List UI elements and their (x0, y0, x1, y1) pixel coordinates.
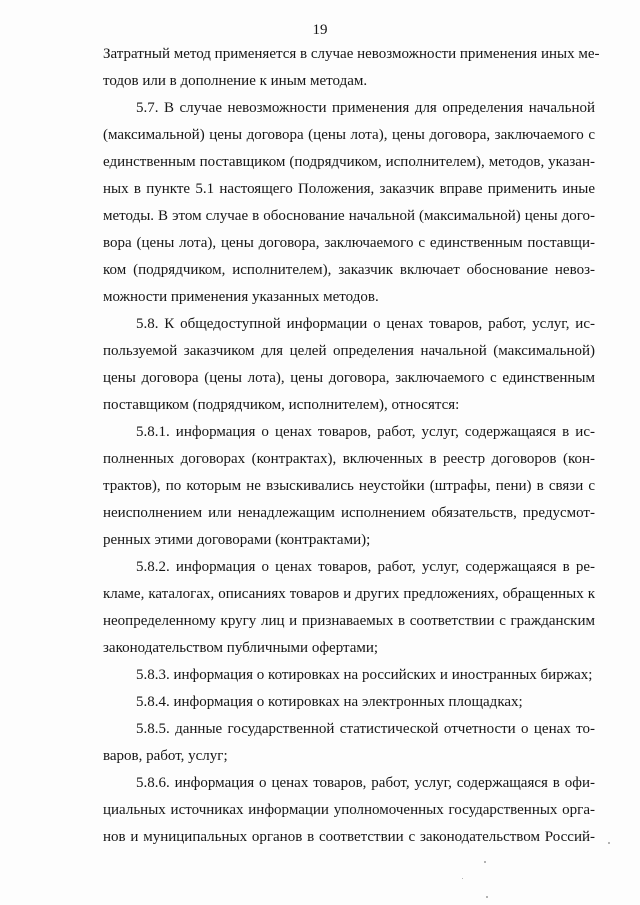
text-line: ренных этими договорами (контрактами); (103, 532, 371, 548)
text-line: нов и муниципальных органов в соответствии с законодательством Россий- (103, 829, 595, 845)
text-line: кламе, каталогах, описаниях товаров и других предложениях, обращенных к (103, 586, 595, 602)
text-line: трактов), по которым не взыскивались неустойки (штрафы, пени) в связи с (103, 478, 595, 494)
text-line: тодов или в дополнение к иным методам. (103, 73, 368, 89)
text-line: полненных договорах (контрактах), включенных в реестр договоров (кон- (103, 451, 595, 467)
text-line: варов, работ, услуг; (103, 748, 228, 764)
text-line: пользуемой заказчиком для целей определения начальной (максимальной) (103, 343, 595, 359)
scan-speck (462, 878, 463, 879)
text-line: 5.8.2. информация о ценах товаров, работ, услуг, содержащаяся в ре- (136, 559, 595, 575)
text-line: 5.8.6. информация о ценах товаров, работ, услуг, содержащаяся в офи- (136, 775, 595, 791)
text-line: Затратный метод применяется в случае невозможности применения иных ме- (103, 46, 600, 62)
text-line: единственным поставщиком (подрядчиком, исполнителем), методов, указан- (103, 154, 595, 170)
text-line: 5.8.1. информация о ценах товаров, работ, услуг, содержащаяся в ис- (136, 424, 595, 440)
page-number: 19 (312, 22, 328, 38)
text-line: вора (цены лота), цены договора, заключаемого с единственным поставщи- (103, 235, 595, 251)
scan-speck (484, 861, 486, 863)
text-line: 5.8.5. данные государственной статистической отчетности о ценах то- (136, 721, 595, 737)
text-line: неисполнением или ненадлежащим исполнением обязательств, предусмот- (103, 505, 595, 521)
scan-speck (608, 842, 610, 844)
text-line: можности применения указанных методов. (103, 289, 379, 305)
text-line: 5.8.3. информация о котировках на российских и иностранных биржах; (136, 667, 593, 683)
scan-speck (486, 896, 488, 898)
text-line: (максимальной) цены договора (цены лота), цены договора, заключаемого с (103, 127, 595, 143)
text-line: поставщиком (подрядчиком, исполнителем), относятся: (103, 397, 460, 413)
text-line: неопределенному кругу лиц и признаваемых в соответствии с гражданским (103, 613, 595, 629)
text-line: законодательством публичными офертами; (103, 640, 379, 656)
text-line: 5.8. К общедоступной информации о ценах товаров, работ, услуг, ис- (136, 316, 595, 332)
text-line: методы. В этом случае в обоснование начальной (максимальной) цены дого- (103, 208, 595, 224)
text-line: ных в пункте 5.1 настоящего Положения, заказчик вправе применить иные (103, 181, 595, 197)
text-line: 5.7. В случае невозможности применения для определения начальной (136, 100, 595, 116)
text-line: цены договора (цены лота), цены договора, заключаемого с единственным (103, 370, 595, 386)
text-line: циальных источниках информации уполномоченных государственных орга- (103, 802, 595, 818)
text-line: ком (подрядчиком, исполнителем), заказчик включает обоснование невоз- (103, 262, 595, 278)
text-line: 5.8.4. информация о котировках на электронных площадках; (136, 694, 523, 710)
